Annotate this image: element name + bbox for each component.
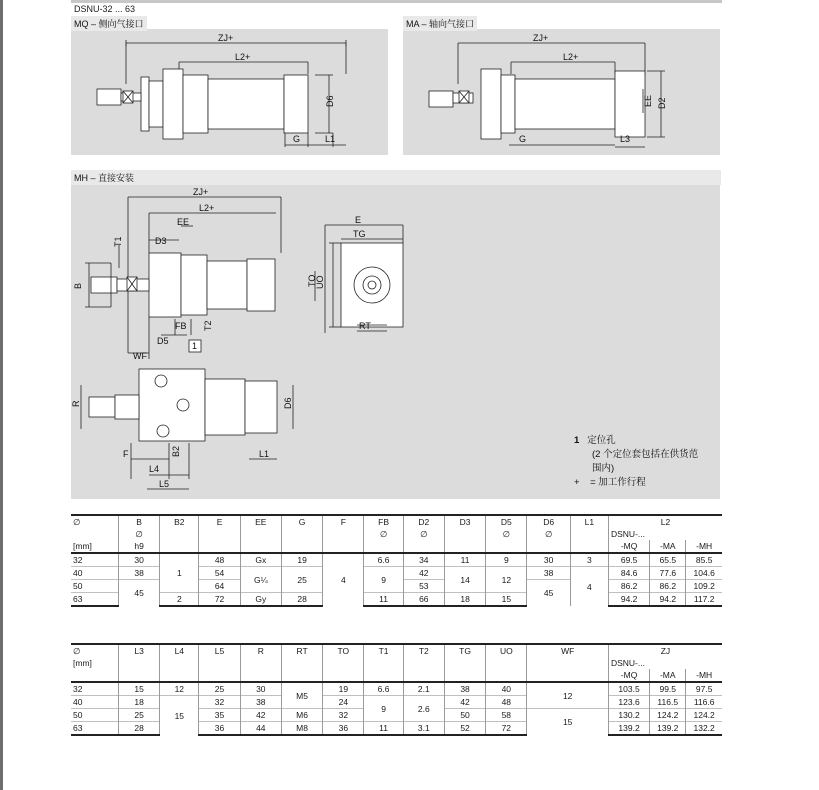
t1-cell: 42 — [403, 567, 444, 580]
t2-cell: M5 — [281, 682, 322, 709]
t2-header-row-2 — [71, 657, 722, 669]
t1-h — [486, 540, 527, 553]
t1-cell: 12 — [486, 567, 527, 593]
t2-cell: 24 — [323, 696, 364, 709]
mh-d6-label: D6 — [283, 397, 293, 409]
t1-cell: 9 — [486, 553, 527, 567]
t1-cell: 30 — [527, 553, 570, 567]
t1-h — [160, 528, 199, 540]
t2-cell: 116.5 — [650, 696, 686, 709]
t2-cell: 139.2 — [650, 722, 686, 736]
t2-cell: 132.2 — [686, 722, 722, 736]
legend-number: 1 — [574, 435, 580, 446]
t1-cell: 4 — [323, 553, 364, 606]
mh-panel-title: MH – 直接安装 — [71, 170, 721, 185]
t2-cell: 42 — [240, 709, 281, 722]
t1-h: EE — [240, 515, 281, 528]
t2-h: L3 — [118, 644, 159, 657]
mh-uo-label: UO — [315, 275, 325, 289]
mh-l2-label: L2+ — [199, 203, 215, 213]
t1-header-row-1 — [71, 515, 722, 528]
mq-d6-label: D6 — [325, 95, 335, 107]
t2-cell: 35 — [199, 709, 240, 722]
t2-h: DSNU-... — [608, 657, 722, 669]
t2-cell: 72 — [486, 722, 527, 736]
t1-h — [281, 540, 322, 553]
t2-h: UO — [486, 644, 527, 657]
t1-h: ∅ — [486, 528, 527, 540]
t1-h — [71, 528, 118, 540]
t2-cell: 18 — [118, 696, 159, 709]
t1-h — [160, 540, 199, 553]
t1-h: D2 — [403, 515, 444, 528]
t1-cell: 38 — [527, 567, 570, 580]
t1-cell: 69.5 — [608, 553, 649, 567]
t2-h: R — [240, 644, 281, 657]
t2-cell: 124.2 — [650, 709, 686, 722]
mh-b2-label: B2 — [171, 445, 181, 457]
t1-h — [444, 528, 485, 540]
mh-positioning-hole-tag: 1 — [192, 341, 198, 351]
t1-cell: 14 — [444, 567, 485, 593]
t2-cell: 2.6 — [403, 696, 444, 722]
t2-cell: 30 — [240, 682, 281, 696]
t1-cell: 64 — [199, 580, 240, 593]
t1-h — [281, 528, 322, 540]
document-title: DSNU-32 ... 63 — [74, 4, 136, 14]
t2-h: L5 — [199, 644, 240, 657]
mh-rt-label: RT — [359, 321, 371, 331]
t2-h: -MQ — [608, 669, 649, 682]
t2-h: T1 — [364, 644, 403, 657]
t2-h: -MA — [650, 669, 686, 682]
t1-cell: 6.6 — [364, 553, 403, 567]
t1-cell: 63 — [71, 593, 118, 607]
t1-cell: 1 — [160, 553, 199, 593]
t2-cell: 50 — [71, 709, 118, 722]
t2-cell: 19 — [323, 682, 364, 696]
t2-h: ZJ — [608, 644, 722, 657]
t1-h: ∅ — [364, 528, 403, 540]
t1-h: D3 — [444, 515, 485, 528]
t2-cell: 36 — [199, 722, 240, 736]
t1-cell: 53 — [403, 580, 444, 593]
t2-h: [mm] — [73, 658, 92, 668]
mh-zj-label: ZJ+ — [193, 187, 209, 197]
mh-fb-label: FB — [175, 321, 187, 331]
mh-t2-label: T2 — [203, 320, 213, 331]
t1-header-row-3 — [71, 540, 722, 553]
t1-cell: 40 — [71, 567, 118, 580]
t2-cell: 9 — [364, 696, 403, 722]
t1-cell: 18 — [444, 593, 485, 607]
t1-header-row-2 — [71, 528, 722, 540]
t1-cell: 3 — [570, 553, 608, 567]
ma-g-label: G — [519, 134, 527, 144]
mq-drawing — [71, 29, 388, 155]
t1-h — [199, 528, 240, 540]
t2-header-row-1 — [71, 644, 722, 657]
table-row — [71, 593, 722, 607]
t2-cell: 44 — [240, 722, 281, 736]
t1-cell: 28 — [281, 593, 322, 607]
t1-cell: 86.2 — [650, 580, 686, 593]
t1-h: L2 — [608, 515, 722, 528]
t2-h: TG — [444, 644, 485, 657]
t1-h: F — [323, 515, 364, 528]
mh-d3-label: D3 — [155, 236, 167, 246]
t1-h — [323, 528, 364, 540]
t1-cell: 4 — [570, 567, 608, 607]
t1-h — [240, 540, 281, 553]
mh-wf-label: WF — [133, 351, 147, 361]
t1-h: D6 — [527, 515, 570, 528]
t2-cell: 40 — [486, 682, 527, 696]
t1-h — [323, 540, 364, 553]
t1-cell: 86.2 — [608, 580, 649, 593]
t2-cell: 50 — [444, 709, 485, 722]
ma-ee-label: EE — [643, 94, 653, 107]
t1-h — [403, 540, 444, 553]
t1-h — [570, 540, 608, 553]
t1-h — [527, 540, 570, 553]
t1-cell: 94.2 — [608, 593, 649, 607]
t2-cell: 99.5 — [650, 682, 686, 696]
t2-h: TO — [323, 644, 364, 657]
t1-h: -MQ — [608, 540, 649, 553]
t1-cell: 72 — [199, 593, 240, 607]
t1-cell: 94.2 — [650, 593, 686, 607]
ma-zj-label: ZJ+ — [533, 33, 549, 43]
mh-l4-label: L4 — [149, 464, 160, 474]
legend-plus-text: = 加工作行程 — [590, 477, 646, 488]
legend-note-line2: 围内) — [592, 463, 615, 474]
ma-panel-title: MA – 轴向气接口 — [403, 16, 477, 31]
t2-cell: 15 — [160, 696, 199, 736]
t2-cell: 40 — [71, 696, 118, 709]
mh-to-label: TO — [307, 274, 317, 287]
t1-cell: Gy — [240, 593, 281, 607]
t1-cell: 19 — [281, 553, 322, 567]
table-row — [71, 682, 722, 696]
t2-h: T2 — [403, 644, 444, 657]
t2-cell: 12 — [527, 682, 608, 709]
t2-cell: 97.5 — [686, 682, 722, 696]
t1-h: FB — [364, 515, 403, 528]
t2-cell: 15 — [118, 682, 159, 696]
t1-h — [240, 528, 281, 540]
t1-cell: 25 — [281, 567, 322, 593]
mq-g-label: G — [293, 134, 301, 144]
header-rule — [71, 0, 722, 3]
t2-cell: 25 — [118, 709, 159, 722]
t2-cell: 38 — [444, 682, 485, 696]
t2-cell: 36 — [323, 722, 364, 736]
t1-cell: Gx — [240, 553, 281, 567]
ma-l2-label: L2+ — [563, 52, 579, 62]
t1-cell: 45 — [118, 580, 159, 607]
t1-cell: 30 — [118, 553, 159, 567]
t2-cell: 130.2 — [608, 709, 649, 722]
t1-h: E — [199, 515, 240, 528]
table-row — [71, 696, 722, 709]
t2-h: L4 — [160, 644, 199, 657]
t2-cell: 28 — [118, 722, 159, 736]
t1-cell: 65.5 — [650, 553, 686, 567]
t1-h: h9 — [118, 540, 159, 553]
t2-cell: 32 — [323, 709, 364, 722]
t1-cell: 48 — [199, 553, 240, 567]
t2-cell: 2.1 — [403, 682, 444, 696]
mq-l1-label: L1 — [325, 134, 336, 144]
t2-cell: 6.6 — [364, 682, 403, 696]
t1-h — [444, 540, 485, 553]
t2-cell: 52 — [444, 722, 485, 736]
t1-h: L1 — [570, 515, 608, 528]
t2-cell: 103.5 — [608, 682, 649, 696]
t1-h — [570, 528, 608, 540]
t1-cell: 11 — [364, 593, 403, 607]
t2-h: RT — [281, 644, 322, 657]
t2-cell: M6 — [281, 709, 322, 722]
t2-h: WF — [527, 644, 608, 657]
mh-b-label: B — [73, 282, 83, 289]
t1-h: B — [118, 515, 159, 528]
t1-cell: 54 — [199, 567, 240, 580]
t2-cell: 25 — [199, 682, 240, 696]
t1-h: ∅ — [118, 528, 159, 540]
mh-l5-label: L5 — [159, 479, 170, 489]
ma-drawing — [403, 29, 720, 155]
t1-cell: 50 — [71, 580, 118, 593]
mh-e-label: E — [355, 215, 362, 225]
t1-h — [199, 540, 240, 553]
t1-cell: 85.5 — [686, 553, 722, 567]
t2-cell: M8 — [281, 722, 322, 736]
t2-cell: 42 — [444, 696, 485, 709]
t1-cell: 11 — [444, 553, 485, 567]
t1-cell: 34 — [403, 553, 444, 567]
t1-cell: 66 — [403, 593, 444, 607]
mh-tg-label: TG — [353, 229, 366, 239]
mq-l2-label: L2+ — [235, 52, 251, 62]
t1-cell: 109.2 — [686, 580, 722, 593]
t2-h: -MH — [686, 669, 722, 682]
mh-t1-label: T1 — [113, 236, 123, 247]
t1-cell: G¼ — [240, 567, 281, 593]
t2-cell: 15 — [527, 709, 608, 736]
legend-positioning-hole: 定位孔 — [587, 435, 616, 446]
t2-cell: 63 — [71, 722, 118, 736]
ma-l3-label: L3 — [620, 134, 631, 144]
t1-h: G — [281, 515, 322, 528]
t2-cell: 48 — [486, 696, 527, 709]
t1-cell: 45 — [527, 580, 570, 607]
t2-cell: 58 — [486, 709, 527, 722]
t1-cell: 77.6 — [650, 567, 686, 580]
mq-panel-title: MQ – 侧向气接口 — [71, 16, 147, 31]
t2-h: ∅ — [71, 644, 118, 657]
dimension-table-2 — [71, 643, 722, 736]
t2-cell: 32 — [199, 696, 240, 709]
t1-h: D5 — [486, 515, 527, 528]
t1-cell: 15 — [486, 593, 527, 607]
dimension-table-1 — [71, 514, 722, 607]
t2-cell: 124.2 — [686, 709, 722, 722]
table-row — [71, 553, 722, 567]
t1-h: B2 — [160, 515, 199, 528]
t1-h — [364, 540, 403, 553]
t1-h: ∅ — [527, 528, 570, 540]
t1-cell: 32 — [71, 553, 118, 567]
mh-r-label: R — [71, 400, 81, 407]
t2-cell: 38 — [240, 696, 281, 709]
t1-h: -MH — [686, 540, 722, 553]
t1-h: ∅ — [403, 528, 444, 540]
t1-h: [mm] — [73, 541, 92, 551]
mh-l1-label: L1 — [259, 449, 270, 459]
legend-plus-symbol: + — [574, 477, 580, 488]
t1-cell: 117.2 — [686, 593, 722, 607]
left-edge-bar — [0, 0, 3, 790]
t2-cell: 11 — [364, 722, 403, 736]
t2-cell: 116.6 — [686, 696, 722, 709]
t1-cell: 104.6 — [686, 567, 722, 580]
t1-cell: 38 — [118, 567, 159, 580]
t2-header-row-3 — [71, 669, 722, 682]
mq-zj-label: ZJ+ — [218, 33, 234, 43]
t1-h: ∅ — [71, 515, 118, 528]
t1-h: DSNU-... — [608, 528, 722, 540]
legend — [574, 434, 720, 490]
t2-cell: 32 — [71, 682, 118, 696]
legend-note-line1: (2 个定位套包括在供货范 — [592, 449, 699, 460]
t2-cell: 3.1 — [403, 722, 444, 736]
ma-d2-label: D2 — [657, 97, 667, 109]
t2-cell: 123.6 — [608, 696, 649, 709]
t2-cell: 139.2 — [608, 722, 649, 736]
t1-cell: 9 — [364, 567, 403, 593]
t1-h: -MA — [650, 540, 686, 553]
t1-cell: 2 — [160, 593, 199, 607]
mh-d5-label: D5 — [157, 336, 169, 346]
mh-ee-label: EE — [177, 217, 190, 227]
t2-cell: 12 — [160, 682, 199, 696]
t1-cell: 84.6 — [608, 567, 649, 580]
legend-item-plus — [574, 476, 720, 490]
legend-item-1 — [574, 434, 720, 448]
mh-f-label: F — [123, 449, 129, 459]
